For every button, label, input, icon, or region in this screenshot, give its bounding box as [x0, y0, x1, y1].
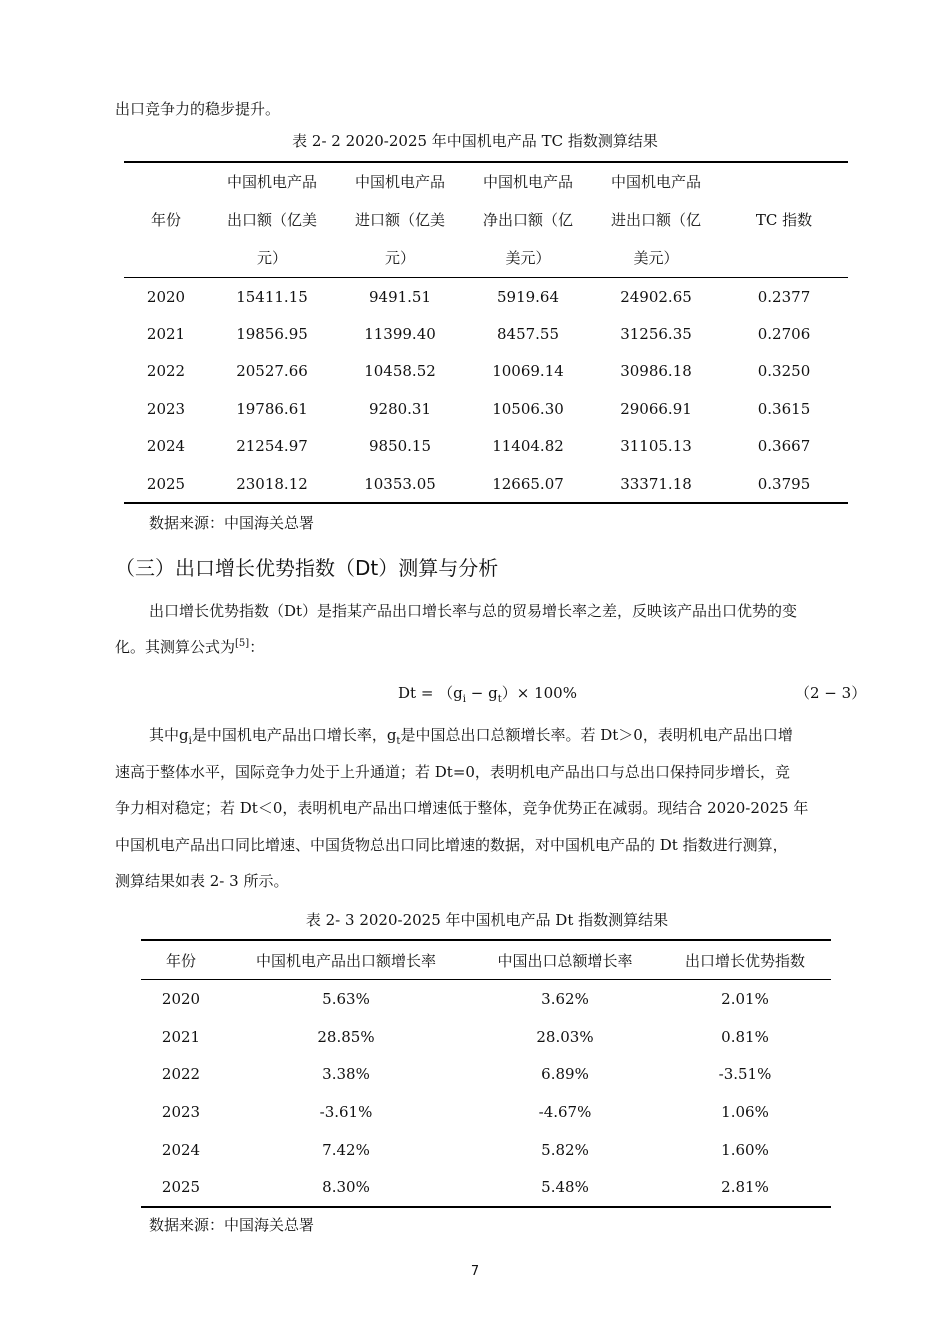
header-cell: 中国机电产品 净出口额（亿 美元） [464, 162, 592, 278]
header-cell: 中国出口总额增长率 [471, 940, 659, 980]
table-cell: 12665.07 [492, 474, 564, 493]
formula-number: （2 − 3） [795, 684, 867, 702]
paragraph-line: 化。其测算公式为[5]： [115, 638, 265, 656]
header-cell: 中国机电产品 出口额（亿美 元） [208, 162, 336, 278]
table-cell: 2025 [161, 1178, 201, 1197]
table-cell: 2021 [146, 325, 186, 344]
intro-tail-text: 出口竞争力的稳步提升。 [115, 100, 281, 118]
table-row [124, 278, 848, 316]
table-cell: 2.01% [721, 989, 769, 1008]
table-cell: 11399.40 [364, 325, 436, 344]
header-cell: 年份 [124, 162, 208, 278]
table-cell: 10069.14 [492, 362, 564, 381]
table-row [141, 1131, 831, 1169]
dt-index-table [141, 939, 831, 1208]
table-row [124, 465, 848, 503]
table-row [124, 428, 848, 465]
table1-source: 数据来源：中国海关总署 [149, 514, 315, 532]
section-heading: （三）出口增长优势指数（Dt）测算与分析 [115, 556, 499, 580]
paragraph-line: 其中$g_i$是中国机电产品出口增长率，$g_t$是中国总出口总额增长率。若 Dt＞0，表明机电产品出口增 [149, 726, 793, 747]
table-cell: 33371.18 [620, 474, 692, 493]
table-row [141, 1093, 831, 1131]
table-cell: 8.30% [322, 1178, 370, 1197]
table-cell: 6.89% [541, 1065, 589, 1084]
table-cell: -3.51% [718, 1065, 772, 1084]
table-header-row [124, 162, 848, 278]
table-cell: 24902.65 [620, 287, 692, 306]
table-cell: 0.3795 [757, 474, 811, 493]
table-cell: 2024 [161, 1140, 201, 1159]
table-row [141, 1168, 831, 1207]
table-cell: 0.2706 [757, 325, 811, 344]
table-cell: 5.82% [541, 1140, 589, 1159]
table-cell: 2020 [161, 989, 201, 1008]
table-cell: 2020 [146, 287, 186, 306]
paragraph-line: 测算结果如表 2- 3 所示。 [115, 872, 289, 890]
citation-ref: [5] [235, 638, 250, 649]
header-cell: 中国机电产品出口额增长率 [221, 940, 471, 980]
table-cell: 2022 [146, 362, 186, 381]
table-cell: 5919.64 [496, 287, 560, 306]
table-cell: 9280.31 [368, 399, 432, 418]
table-cell: 2021 [161, 1027, 201, 1046]
table-cell: 8457.55 [496, 325, 560, 344]
table-cell: 0.3250 [757, 362, 811, 381]
table-cell: 21254.97 [236, 437, 308, 456]
table-cell: 23018.12 [236, 474, 308, 493]
table-cell: 0.3667 [757, 437, 811, 456]
table-cell: 29066.91 [620, 399, 692, 418]
table-row [124, 353, 848, 390]
table-cell: 10353.05 [364, 474, 436, 493]
table-cell: 9491.51 [368, 287, 432, 306]
table-cell: 2024 [146, 437, 186, 456]
table-cell: 0.2377 [757, 287, 811, 306]
table-cell: -4.67% [538, 1102, 592, 1121]
table-cell: 1.06% [721, 1102, 769, 1121]
table2-source: 数据来源：中国海关总署 [149, 1216, 315, 1234]
header-cell: 中国机电产品 进口额（亿美 元） [336, 162, 464, 278]
table-row [141, 1018, 831, 1056]
table-cell: 9850.15 [368, 437, 432, 456]
header-cell: 出口增长优势指数 [659, 940, 831, 980]
table-cell: 3.38% [322, 1065, 370, 1084]
table-cell: 5.63% [322, 989, 370, 1008]
table-header-row [141, 940, 831, 980]
table-cell: 19786.61 [236, 399, 308, 418]
table-cell: 30986.18 [620, 362, 692, 381]
table-row [124, 315, 848, 352]
table-row [124, 390, 848, 427]
table-cell: 20527.66 [236, 362, 308, 381]
table-cell: 19856.95 [236, 325, 308, 344]
paragraph-line: 争力相对稳定；若 Dt＜0，表明机电产品出口增速低于整体，竞争优势正在减弱。现结合 2020-2025 年 [115, 799, 809, 817]
table-cell: 0.81% [721, 1027, 769, 1046]
table-row [141, 1055, 831, 1093]
table-cell: 1.60% [721, 1140, 769, 1159]
table1-caption: 表 2- 2 2020-2025 年中国机电产品 TC 指数测算结果 [292, 132, 658, 150]
formula: $Dt = (g_i - g_t)\times 100\%$ [398, 684, 577, 705]
table-cell: 0.3615 [757, 399, 811, 418]
table-cell: -3.61% [319, 1102, 373, 1121]
table-cell: 2025 [146, 474, 186, 493]
page-number: 7 [470, 1264, 480, 1279]
table-cell: 10506.30 [492, 399, 564, 418]
table-cell: 11404.82 [492, 437, 564, 456]
table-cell: 15411.15 [236, 287, 308, 306]
table-row [141, 980, 831, 1018]
table-cell: 7.42% [322, 1140, 370, 1159]
table-cell: 2023 [161, 1102, 201, 1121]
table-cell: 31256.35 [620, 325, 692, 344]
paragraph-line: 出口增长优势指数（Dt）是指某产品出口增长率与总的贸易增长率之差，反映该产品出口优势的变 [149, 602, 798, 620]
table-cell: 2023 [146, 399, 186, 418]
tc-index-table [124, 161, 848, 504]
table2-caption: 表 2- 3 2020-2025 年中国机电产品 Dt 指数测算结果 [305, 911, 669, 929]
header-cell: TC 指数 [720, 162, 848, 278]
table-cell: 3.62% [541, 989, 589, 1008]
table-cell: 5.48% [541, 1178, 589, 1197]
table-cell: 2.81% [721, 1178, 769, 1197]
paragraph-line: 速高于整体水平，国际竞争力处于上升通道；若 Dt=0，表明机电产品出口与总出口保持同步增长，竞 [115, 763, 790, 781]
table-cell: 10458.52 [364, 362, 436, 381]
table-cell: 31105.13 [620, 437, 692, 456]
header-cell: 年份 [141, 940, 221, 980]
header-cell: 中国机电产品 进出口额（亿 美元） [592, 162, 720, 278]
table-cell: 28.85% [317, 1027, 375, 1046]
table-cell: 28.03% [536, 1027, 594, 1046]
table-cell: 2022 [161, 1065, 201, 1084]
paragraph-line: 中国机电产品出口同比增速、中国货物总出口同比增速的数据，对中国机电产品的 Dt 指数进行测算， [115, 836, 788, 854]
